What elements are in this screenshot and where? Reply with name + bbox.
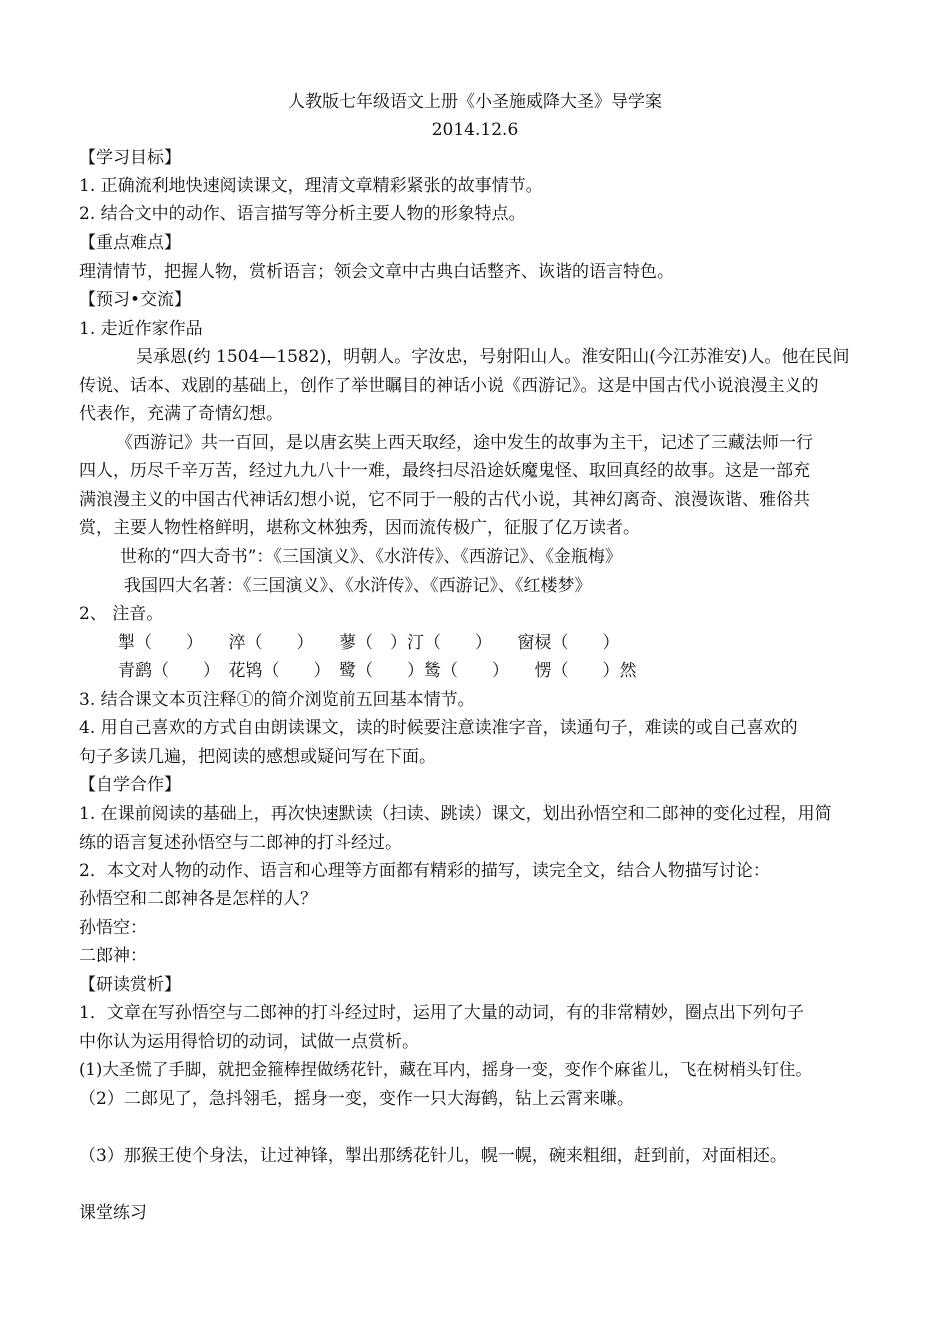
book-paragraph-line: 四人，历尽千辛万苦，经过九九八十一难，最终扫尽沿途妖魔鬼怪、取回真经的故事。这是一部充 — [79, 461, 810, 481]
key-points-text: 理清情节，把握人物，赏析语言；领会文章中古典白话整齐、诙谐的语言特色。 — [79, 262, 674, 282]
erlang-label: 二郎神： — [79, 946, 147, 966]
analysis-item-1-line: 中你认为运用得恰切的动词，试做一点赏析。 — [79, 1032, 419, 1052]
self-study-item-1-line: 1. 在课前阅读的基础上，再次快速默读（扫读、跳读）课文，划出孙悟空和二郎神的变化过程，用简 — [79, 804, 832, 824]
preview-item-3: 3. 结合课文本页注释①的简介浏览前五回基本情节。 — [79, 690, 475, 710]
four-wonder-books: 世称的“四大奇书”：《三国演义》、《水浒传》、《西游记》、《金瓶梅》 — [120, 547, 622, 567]
self-study-item-1-line: 练的语言复述孙悟空与二郎神的打斗经过。 — [79, 833, 402, 853]
sun-wukong-label: 孙悟空： — [79, 918, 147, 938]
section-heading-preview: 【预习•交流】 — [79, 290, 192, 310]
document-title: 人教版七年级语文上册《小圣施威降大圣》导学案 — [288, 92, 662, 112]
preview-item-1-title: 1. 走近作家作品 — [79, 319, 203, 339]
analysis-sentence-1: (1)大圣慌了手脚，就把金箍棒捏做绣花针，藏在耳内，摇身一变，变作个麻雀儿，飞在树梢头钉住。 — [79, 1060, 812, 1079]
book-paragraph-line: 赏，主要人物性格鲜明，堪称文林独秀，因而流传极广，征服了亿万读者。 — [79, 518, 640, 538]
pinyin-row: 青鹞（ ） 花鸨（ ） 鹭（ ）鸶（ ） 愣（ ）然 — [118, 661, 637, 681]
preview-item-4-line: 4. 用自己喜欢的方式自由朗读课文，读的时候要注意读准字音，读通句子，难读的或自己喜欢的 — [79, 718, 798, 738]
author-paragraph-line: 吴承恩(约 1504—1582)，明朝人。字汝忠，号射阳山人。淮安阳山(今江苏淮安)人。他在民间 — [136, 347, 850, 367]
section-heading-practice: 课堂练习 — [79, 1203, 147, 1223]
analysis-sentence-2: （2）二郎见了，急抖翎毛，摇身一变，变作一只大海鹤，钻上云霄来嗛。 — [79, 1089, 634, 1109]
pinyin-row: 掣（ ） 淬（ ） 蓼（ ）汀（ ） 窗棂（ ） — [118, 633, 620, 653]
author-paragraph-line: 传说、话本、戏剧的基础上，创作了举世瞩目的神话小说《西游记》。这是中国古代小说浪漫主义的 — [79, 376, 819, 396]
objective-item: 1. 正确流利地快速阅读课文，理清文章精彩紧张的故事情节。 — [79, 176, 543, 196]
preview-item-2-title: 2、 注音。 — [79, 604, 164, 624]
objective-item: 2. 结合文中的动作、语言描写等分析主要人物的形象特点。 — [79, 204, 526, 224]
author-paragraph-line: 代表作，充满了奇情幻想。 — [79, 404, 283, 424]
section-heading-objectives: 【学习目标】 — [79, 148, 181, 168]
four-classics: 我国四大名著：《三国演义》、《水浒传》、《西游记》、《红楼梦》 — [124, 576, 592, 596]
book-paragraph-line: 满浪漫主义的中国古代神话幻想小说，它不同于一般的古代小说，其神幻离奇、浪漫诙谐、雅俗共 — [79, 490, 810, 510]
book-paragraph-line: 《西游记》共一百回，是以唐玄奘上西天取经，途中发生的故事为主干，记述了三藏法师一行 — [116, 433, 813, 453]
preview-item-4-line: 句子多读几遍，把阅读的感想或疑问写在下面。 — [79, 747, 436, 767]
section-heading-self-study: 【自学合作】 — [79, 775, 181, 795]
self-study-item-2-line: 2．本文对人物的动作、语言和心理等方面都有精彩的描写，读完全文，结合人物描写讨论： — [79, 861, 770, 881]
document-date: 2014.12.6 — [431, 120, 519, 140]
section-heading-key-points: 【重点难点】 — [79, 233, 181, 253]
section-heading-analysis: 【研读赏析】 — [79, 975, 181, 995]
self-study-item-2-line: 孙悟空和二郎神各是怎样的人？ — [79, 889, 317, 909]
analysis-item-1-line: 1．文章在写孙悟空与二郎神的打斗经过时，运用了大量的动词，有的非常精妙，圈点出下列句子 — [79, 1003, 804, 1023]
analysis-sentence-3: （3）那猴王使个身法，让过神锋，掣出那绣花针儿，幌一幌，碗来粗细，赶到前，对面相还。 — [79, 1146, 787, 1166]
